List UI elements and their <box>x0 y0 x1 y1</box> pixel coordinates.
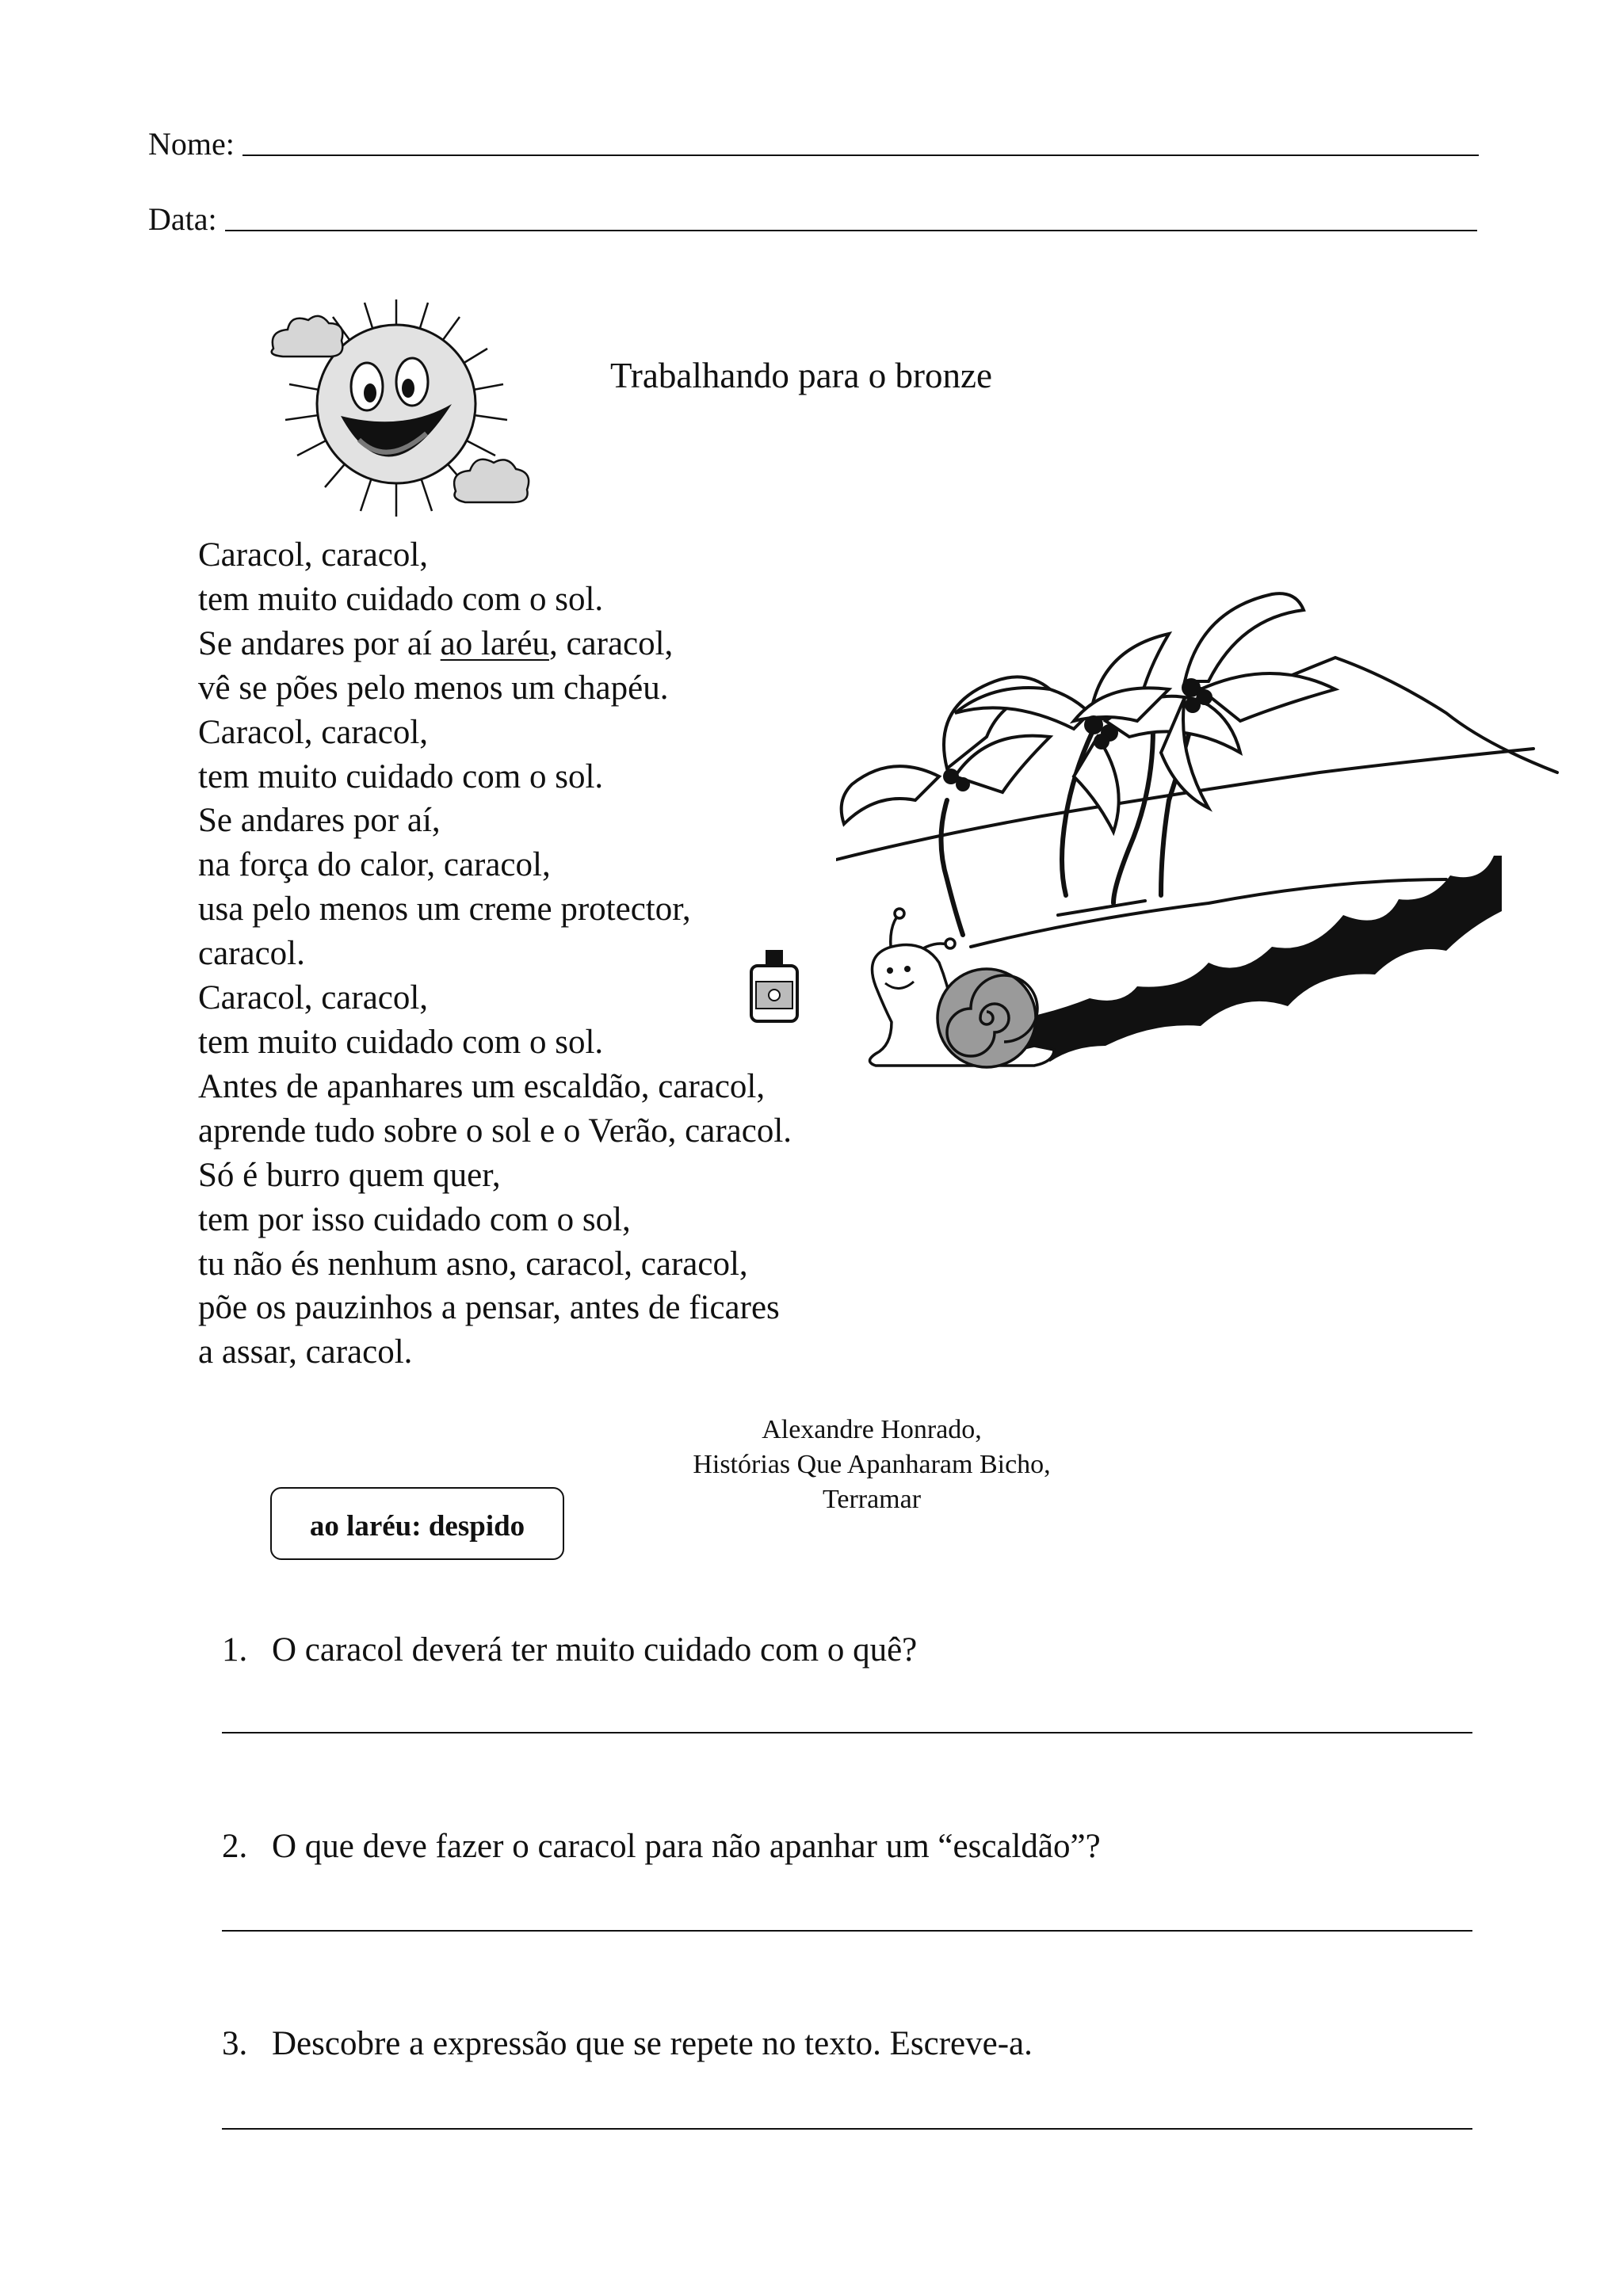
date-label: Data: <box>148 201 217 237</box>
poem-line: aprende tudo sobre o sol e o Verão, caracol. <box>198 1112 792 1150</box>
name-field <box>148 125 1479 162</box>
poem-line: vê se pões pelo menos um chapéu. <box>198 669 669 707</box>
name-line[interactable] <box>242 154 1479 156</box>
poem-line: Se andares por aí, <box>198 802 441 840</box>
question-number: 2. <box>222 1828 248 1865</box>
poem-line: põe os pauzinhos a pensar, antes de ficares <box>198 1289 780 1327</box>
poem-line: Caracol, caracol, <box>198 536 429 574</box>
poem-line: tem muito cuidado com o sol. <box>198 1023 604 1061</box>
poem-line: Antes de apanhares um escaldão, caracol, <box>198 1067 766 1105</box>
glossary-box: ao laréu: despido <box>270 1487 564 1560</box>
question-text: O que deve fazer o caracol para não apanhar um “escaldão”? <box>272 1828 1101 1865</box>
answer-line-1[interactable] <box>222 1732 1472 1733</box>
source-publisher: Terramar <box>822 1485 922 1514</box>
poem-line: tem muito cuidado com o sol. <box>198 580 604 618</box>
question-text: O caracol deverá ter muito cuidado com o quê? <box>272 1631 918 1669</box>
question-3 <box>222 2024 1033 2063</box>
source-citation <box>555 1413 1189 1517</box>
underlined-term: ao laréu <box>440 624 549 662</box>
question-2 <box>222 1827 1101 1866</box>
source-author: Alexandre Honrado, <box>762 1415 982 1444</box>
poem <box>198 533 792 1375</box>
page-title: Trabalhando para o bronze <box>610 356 992 395</box>
poem-line: Se andares por aí ao laréu, caracol, <box>198 624 674 662</box>
question-text: Descobre a expressão que se repete no texto. Escreve-a. <box>272 2025 1033 2062</box>
date-line[interactable] <box>225 230 1477 231</box>
snail-illustration <box>852 907 1058 1105</box>
answer-line-2[interactable] <box>222 1930 1472 1932</box>
question-number: 1. <box>222 1631 248 1669</box>
poem-line: Caracol, caracol, <box>198 713 429 751</box>
poem-line: usa pelo menos um creme protector, <box>198 891 691 929</box>
poem-line: na força do calor, caracol, <box>198 846 551 884</box>
poem-line: Só é burro quem quer, <box>198 1156 501 1194</box>
answer-line-3[interactable] <box>222 2128 1472 2130</box>
name-label: Nome: <box>148 126 235 162</box>
date-field <box>148 200 1477 238</box>
poem-line: a assar, caracol. <box>198 1333 413 1371</box>
source-book: Histórias Que Apanharam Bicho, <box>693 1450 1051 1479</box>
poem-line: Caracol, caracol, <box>198 979 429 1017</box>
question-1 <box>222 1630 917 1669</box>
poem-line: tem muito cuidado com o sol. <box>198 757 604 795</box>
poem-line: caracol. <box>198 935 305 973</box>
poem-line: tu não és nenhum asno, caracol, caracol, <box>198 1245 748 1283</box>
smiling-sun-illustration <box>265 293 543 523</box>
question-number: 3. <box>222 2025 248 2062</box>
poem-line: tem por isso cuidado com o sol, <box>198 1200 631 1238</box>
sunscreen-bottle-illustration <box>745 947 804 1026</box>
